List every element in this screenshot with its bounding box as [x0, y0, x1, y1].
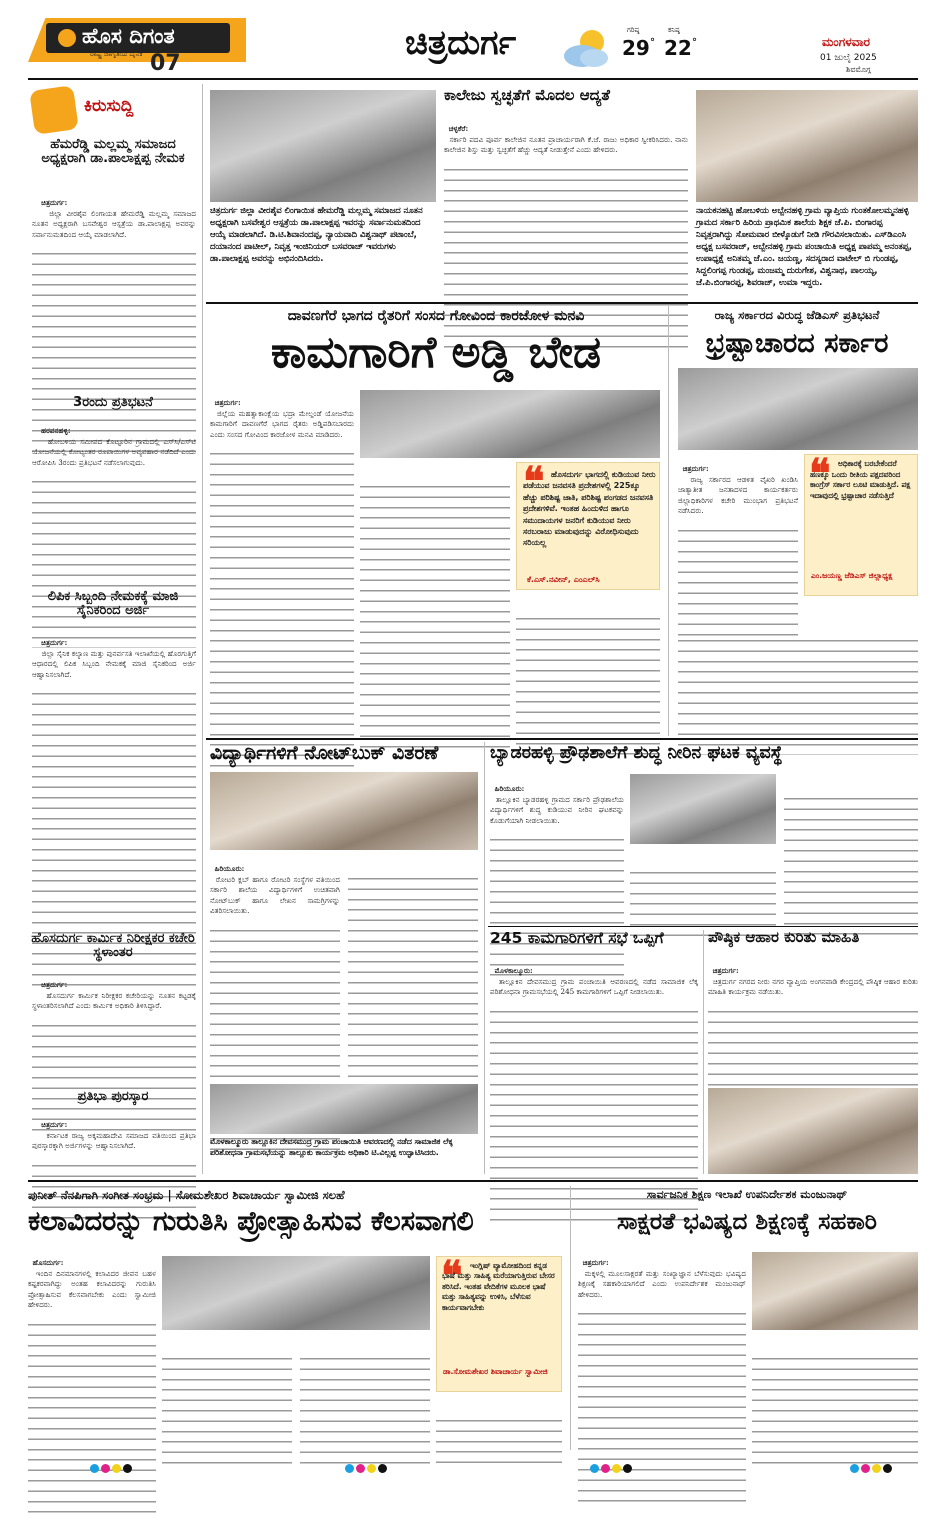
weather-max-unit: °: [650, 37, 655, 48]
weather-max-value: 29: [622, 36, 650, 60]
nutrition-dateline: ಚಿತ್ರದುರ್ಗ:: [712, 966, 739, 976]
brief-4-text: ಹೊಸದುರ್ಗ ಕಾರ್ಮಿಕ ನಿರೀಕ್ಷಕರ ಕಚೇರಿಯನ್ನು ನೂತನ ಕಟ್ಟಡಕ್ಕೆ ಸ್ಥಳಾಂತರಿಸಲಾಗಿದೆ ಎಂದು ಕಾರ್ಮಿಕ ಅಧಿಕಾರಿ ತಿಳಿಸಿದ್ದಾರೆ.: [32, 990, 199, 1011]
brief-1-text: ಜಿಲ್ಲಾ ವೀರಶೈವ ಲಿಂಗಾಯತ ಹೇಮರೆಡ್ಡಿ ಮಲ್ಲಮ್ಮ ಸಮಾಜದ ನೂತನ ಅಧ್ಯಕ್ಷರಾಗಿ ಬಸವೇಶ್ವರ ಆಸ್ಪತ್ರೆಯ ಡಾ.ಪಾಲಾಕ್ಷಪ್ಪ ಅವರನ್ನು ಸರ್ವಾನುಮತದಿಂದ ಆಯ್ಕೆ ಮಾಡಲಾಗಿದೆ.: [32, 208, 199, 239]
weather-min-unit: °: [692, 37, 697, 48]
logo-text: ಹೊಸ ದಿಗಂತ: [82, 24, 175, 48]
sidebar-divider: [202, 84, 203, 1174]
college-dateline: ಚಳ್ಳಕೆರೆ:: [448, 124, 469, 134]
music-quote-icon: ❝: [441, 1252, 463, 1299]
lead-quote-icon: ❝: [523, 458, 545, 505]
lead-body-col2: [360, 462, 510, 734]
reg-dot-cyan: [590, 1464, 599, 1473]
water-headline: ಬ್ಯಾಡರಹಳ್ಳಿ ಪ್ರೌಢಶಾಲೆಗೆ ಶುದ್ಧ ನೀರಿನ ಘಟಕ ವ್ಯವಸ್ಥೆ: [490, 743, 783, 763]
registration-marks-mid: [345, 1458, 405, 1470]
right-top-photo: [696, 90, 918, 202]
nutrition-photo: [708, 1088, 918, 1174]
jds-dateline: ಚಿತ್ರದುರ್ಗ:: [682, 464, 709, 474]
water-body-col2: [630, 848, 776, 922]
brief-2-body: [32, 416, 199, 586]
mid-rule: [206, 738, 918, 740]
reg-dot-cyan: [345, 1464, 354, 1473]
right-top-caption: ನಾಯಕನಹಟ್ಟಿ ಹೋಬಳಿಯ ಅಬ್ಬೇನಹಳ್ಳಿ ಗ್ರಾಮ ವ್ಯಾಪ್ತಿಯ ಗುಂತಕೋಲಮ್ಮನಹಳ್ಳಿ ಗ್ರಾಮದ ಸರ್ಕಾರಿ ಹಿರಿಯ ಪ್ರಾಥಮಿಕ ಶಾಲೆಯ ಶಿಕ್ಷಕ ಜೆ.ಪಿ. ಬಿಂಗಾರಪ್ಪ ನಿವೃತ್ತರಾಗಿದ್ದು ಸೋಮವಾರ ಬೀಳ್ಕೊಡುಗೆ ನೀಡಿ ಗೌರವಿಸಲಾಯಿತು. ಎಸ್‌ಡಿಎಂಸಿ ಅಧ್ಯಕ್ಷ ಬಸವರಾಜ್, ಅಬ್ಬೇನಹಳ್ಳಿ ಗ್ರಾಮ ಪಂಚಾಯಿತಿ ಅಧ್ಯಕ್ಷ ಪಾಪಮ್ಮ ಅನಂತಪ್ಪ, ಉಪಾಧ್ಯಕ್ಷೆ ಅನಿತಮ್ಮ ಜೆ.ಎಂ. ಜಯಣ್ಣ, ಸದಸ್ಯರಾದ ವಾಟೇಲ್ ಬಿ ಗುಂಡಪ್ಪ, ಸಿದ್ದಲಿಂಗಪ್ಪ ಗುಂಡಪ್ಪ, ಮಂಜಮ್ಮ ದುರುಗೇಶ, ವಿಶ್ವನಾಥ, ಪಾಲಯ್ಯ, ಜೆ.ಪಿ.ಬಿಂಗಾರಪ್ಪ, ಶಿವರಾಜ್, ಉಮಾ ಇದ್ದರು.: [696, 205, 912, 287]
brief-3-text: ಜಿಲ್ಲಾ ಸೈನಿಕ ಕಲ್ಯಾಣ ಮತ್ತು ಪುನರ್ವಸತಿ ಇಲಾಖೆಯಲ್ಲಿ ಹೊರಗುತ್ತಿಗೆ ಆಧಾರದಲ್ಲಿ ಲಿಪಿಕ ಸಿಬ್ಬಂದಿ ನೇಮಕಕ್ಕೆ ಮಾಜಿ ಸೈನಿಕರಿಂದ ಅರ್ಜಿ ಆಹ್ವಾನಿಸಲಾಗಿದೆ.: [32, 648, 199, 679]
lead-kicker: ದಾವಣಗೆರೆ ಭಾಗದ ರೈತರಿಗೆ ಸಂಸದ ಗೋವಿಂದ ಕಾರಜೋಳ ಮನವಿ: [287, 308, 585, 324]
notebook-dateline: ಹಿರಿಯೂರು:: [214, 864, 245, 874]
registration-marks-right: [850, 1458, 910, 1470]
reg-dot-magenta: [101, 1464, 110, 1473]
reg-dot-yellow: [112, 1464, 121, 1473]
registration-marks-left: [90, 1458, 150, 1470]
jds-body-col1: [678, 454, 801, 612]
lead-quote-box: [516, 458, 660, 590]
literacy-text: ಮಕ್ಕಳಲ್ಲಿ ಮೂಲಸಾಕ್ಷರತೆ ಮತ್ತು ಸಂಖ್ಯಾಜ್ಞಾನ ಬೆಳೆಸುವುದು ಭವಿಷ್ಯದ ಶಿಕ್ಷಣಕ್ಕೆ ಸಹಕಾರಿಯಾಗಲಿದೆ ಎಂದು ಉಪನಿರ್ದೇಶಕ ಮಂಜುನಾಥ್ ಹೇಳಿದರು.: [578, 1268, 749, 1299]
water-dateline: ಹಿರಿಯೂರು:: [494, 784, 525, 794]
literacy-body-col2: [752, 1334, 918, 1448]
logo-emblem-icon: [58, 29, 76, 47]
music-photo: [162, 1256, 430, 1330]
issue-day: ಮಂಗಳವಾರ: [822, 35, 871, 49]
lead-divider: [668, 306, 669, 736]
notebook-photo: [210, 772, 478, 850]
music-kicker: ಪುನೀತ್ ನೆನಪಿಗಾಗಿ ಸಂಗೀತ ಸಂಭ್ರಮ | ಸೋಮಶೇಖರ ಶಿವಾಚಾರ್ಯ ಸ್ವಾಮೀಜಿ ಸಲಹೆ: [28, 1188, 345, 1202]
masthead-rule: [28, 78, 918, 80]
college-text: ಸರ್ಕಾರಿ ಪದವಿ ಪೂರ್ವ ಕಾಲೇಜಿನ ನೂತನ ಪ್ರಾಚಾರ್ಯರಾಗಿ ಕೆ.ಜೆ. ರಾಜು ಅಧಿಕಾರ ಸ್ವೀಕರಿಸಿದರು. ನಾನು ಕಾಲೇಜಿನ ಶಿಸ್ತು ಮತ್ತು ಸ್ವಚ್ಛತೆಗೆ ಹೆಚ್ಚು ಆದ್ಯತೆ ನೀಡುತ್ತೇನೆ ಎಂದು ಹೇಳಿದರು.: [444, 134, 691, 155]
notebook-text: ರೋಟರಿ ಕ್ಲಬ್ ಹಾಗೂ ರೋಟರಿ ಸಂಸ್ಥೆಗಳ ವತಿಯಿಂದ ಸರ್ಕಾರಿ ಶಾಲೆಯ ವಿದ್ಯಾರ್ಥಿಗಳಿಗೆ ಉಚಿತವಾಗಿ ನೋಟ್‌ಬುಕ್ ಹಾಗೂ ಲೇಖನ ಸಾಮಗ್ರಿಗಳನ್ನು ವಿತರಿಸಲಾಯಿತು.: [210, 874, 343, 916]
top-photo-caption: ಚಿತ್ರದುರ್ಗ ಜಿಲ್ಲಾ ವೀರಶೈವ ಲಿಂಗಾಯಿತ ಹೇಮರೆಡ್ಡಿ ಮಲ್ಲಮ್ಮ ಸಮಾಜದ ನೂತನ ಅಧ್ಯಕ್ಷರಾಗಿ ಬಸವೇಶ್ವರ ಆಸ್ಪತ್ರೆಯ ಡಾ.ಪಾಲಾಕ್ಷಪ್ಪ ಇವರನ್ನು ಸರ್ವಾನುಮತದಿಂದ ಆಯ್ಕೆ ಮಾಡಲಾಗಿದೆ. ಡಿ.ಟಿ.ಶಿವಾನಂದಪ್ಪ, ನ್ಯಾಯವಾದಿ ವಿಶ್ವನಾಥ್ ಪಟಾಂಬೆ, ದಯಾನಂದ ಪಾಟೀಲ್, ನಿವೃತ್ತ ಇಂಜಿನಿಯರ್ ಬಸವರಾಜ್ ಇವರುಗಳು ಡಾ.ಪಾಲಾಕ್ಷಪ್ಪ ಅವರನ್ನು ಅಭಿನಂದಿಸಿದರು.: [210, 205, 423, 263]
notebook-body-col2: [348, 854, 478, 1080]
music-body-col2: [162, 1334, 292, 1448]
water-body-col1: [490, 774, 627, 922]
brief-5-text: ಕರ್ನಾಟಕ ರಾಜ್ಯ ಅಕ್ಕಮಹಾದೇವಿ ಸಮಾಜದ ವತಿಯಿಂದ ಪ್ರತಿಭಾ ಪುರಸ್ಕಾರಕ್ಕಾಗಿ ಅರ್ಜಿಗಳನ್ನು ಆಹ್ವಾನಿಸಲಾಗಿದೆ.: [32, 1130, 199, 1151]
nutrition-body: [708, 956, 921, 1084]
reg-dot-yellow: [367, 1464, 376, 1473]
top-photo: [210, 90, 436, 202]
jds-kicker: ರಾಜ್ಯ ಸರ್ಕಾರದ ವಿರುದ್ಧ ಜೆಡಿಎಸ್ ಪ್ರತಿಭಟನೆ: [714, 308, 880, 322]
works-dateline: ಮೊಳಕಾಲ್ಮೂರು:: [494, 966, 533, 976]
brief-4-body: [32, 970, 199, 1086]
issue-city: ಶಿವಮೊಗ್ಗ: [846, 65, 871, 74]
brief-3-headline: ಲಿಪಿಕ ಸಿಬ್ಬಂದಿ ನೇಮಕಕ್ಕೆ ಮಾಜಿ ಸೈನಿಕರಿಂದ ಅರ್ಜಿ: [47, 589, 179, 618]
college-headline: ಕಾಲೇಜು ಸ್ವಚ್ಛತೆಗೆ ಮೊದಲ ಆದ್ಯತೆ: [444, 86, 610, 104]
music-quote-author: ಡಾ.ಸೋಮಶೇಖರ ಶಿವಾಚಾರ್ಯ ಸ್ವಾಮೀಜಿ: [443, 1367, 548, 1376]
village-photo: [210, 1084, 478, 1134]
nutrition-text: ಚಿತ್ರದುರ್ಗ ನಗರದ ನೀರು ನಗರ ವ್ಯಾಪ್ತಿಯ ಅಂಗನವಾಡಿ ಕೇಂದ್ರದಲ್ಲಿ ಪೌಷ್ಠಿಕ ಆಹಾರ ಕುರಿತು ಮಾಹಿತಿ ಕಾರ್ಯಕ್ರಮ ನಡೆಯಿತು.: [708, 976, 921, 997]
works-divider: [703, 930, 704, 1174]
brief-5-headline: ಪ್ರತಿಭಾ ಪುರಸ್ಕಾರ: [77, 1089, 149, 1104]
brief-3-dateline: ಚಿತ್ರದುರ್ಗ:: [41, 638, 68, 648]
brief-1-body: [32, 188, 199, 394]
lead-headline: ಕಾಮಗಾರಿಗೆ ಅಡ್ಡಿ ಬೇಡ: [270, 327, 602, 378]
weather-max-label: ಗರಿಷ್ಠ: [627, 26, 640, 34]
brief-4-headline: ಹೊಸದುರ್ಗ ಕಾರ್ಮಿಕ ನಿರೀಕ್ಷಕರ ಕಚೇರಿ ಸ್ಥಳಾಂತರ: [31, 931, 195, 960]
reg-dot-yellow: [612, 1464, 621, 1473]
sidebar-briefs: [28, 84, 198, 1174]
reg-dot-yellow: [872, 1464, 881, 1473]
jds-quote-box: [804, 450, 918, 596]
water-photo: [630, 774, 776, 844]
masthead: [0, 0, 945, 80]
water-body-col3: [784, 774, 918, 922]
reg-dot-cyan: [90, 1464, 99, 1473]
brief-1-headline: ಹೆಮರೆಡ್ಡಿ ಮಲ್ಲಮ್ಮ ಸಮಾಜದ ಅಧ್ಯಕ್ಷರಾಗಿ ಡಾ.ಪಾಲಾಕ್ಷಪ್ಪ ನೇಮಕ: [41, 137, 185, 166]
works-headline: 245 ಕಾಮಗಾರಿಗಳಿಗೆ ಸಭೆ ಒಪ್ಪಿಗೆ: [490, 929, 664, 947]
partly-cloudy-icon: [560, 26, 614, 70]
jds-headline: ಭ್ರಷ್ಟಾಚಾರದ ಸರ್ಕಾರ: [705, 328, 889, 359]
music-quote-box: [436, 1252, 562, 1392]
lead-body-col1: [210, 388, 357, 734]
music-divider: [570, 1186, 571, 1450]
literacy-headline: ಸಾಕ್ಷರತೆ ಭವಿಷ್ಯದ ಶಿಕ್ಷಣಕ್ಕೆ ಸಹಕಾರಿ: [617, 1209, 877, 1235]
college-body: [444, 114, 691, 300]
district-name: ಚಿತ್ರದುರ್ಗ: [405, 23, 517, 63]
village-caption: ಮೊಳಕಾಲ್ಮೂರು ತಾಲ್ಲೂಕಿನ ದೇವಸಮುದ್ರ ಗ್ರಾಮ ಪಂಚಾಯಿತಿ ಆವರಣದಲ್ಲಿ ನಡೆದ ಸಾಮಾಜಿಕ ಲೆಕ್ಕ ಪರಿಶೋಧನಾ ಗ್ರಾಮಸಭೆಯನ್ನು ತಾಲ್ಲೂಕು ಕಾರ್ಯಕ್ರಮ ಅಧಿಕಾರಿ ಟಿ.ವಿಲ್ಲಪ್ಪ ಉದ್ಘಾಟಿಸಿದರು.: [210, 1137, 453, 1157]
brief-5-body: [32, 1110, 199, 1172]
literacy-body-col1: [578, 1248, 749, 1448]
brief-2-headline: 3ರಂದು ಪ್ರತಿಭಟನೆ: [73, 395, 153, 410]
brief-2-dateline: ಹರಪನಹಳ್ಳಿ:: [41, 426, 71, 436]
jds-photo: [678, 368, 918, 450]
music-headline: ಕಲಾವಿದರನ್ನು ಗುರುತಿಸಿ ಪ್ರೋತ್ಸಾಹಿಸುವ ಕೆಲಸವಾಗಲಿ: [28, 1206, 474, 1237]
water-rule: [488, 926, 918, 927]
jds-quote-text: ಅಧಿಕಾರಕ್ಕೆ ಬರಬೇಕೆಂದರೆ ಹಣಕ್ಕೂ ಒಂದು ರೀತಿಯ ಪಕ್ಷದವರಿಂದ ಕಾಂಗ್ರೆಸ್ ಸರ್ಕಾರ ಲೂಟಿ ಮಾಡುತ್ತಿದೆ. ಪಕ್ಷ ಇದಾವುದಲ್ಲಿ ಭ್ರಷ್ಟಾಚಾರ ನಡೆಸುತ್ತಿದೆ: [810, 459, 911, 500]
music-body-col4: [436, 1396, 562, 1448]
reg-dot-cyan: [850, 1464, 859, 1473]
reg-dot-black: [623, 1464, 632, 1473]
brief-4-dateline: ಚಿತ್ರದುರ್ಗ:: [41, 980, 68, 990]
issue-date: 01 ಜುಲೈ 2025: [820, 53, 877, 63]
jds-quote-icon: ❝: [809, 450, 831, 497]
registration-marks-center: [590, 1458, 650, 1470]
lead-quote-author: ಕೆ.ಎಸ್.ನವೀನ್, ಎಂಎಲ್‌ಸಿ: [527, 575, 600, 584]
reg-dot-black: [378, 1464, 387, 1473]
brief-3-body: [32, 628, 199, 928]
jds-text: ರಾಜ್ಯ ಸರ್ಕಾರದ ಆಡಳಿತ ವೈಖರಿ ಖಂಡಿಸಿ ಜಾತ್ಯಾತೀತ ಜನತಾದಳದ ಕಾರ್ಯಕರ್ತರು ಜಿಲ್ಲಾಧಿಕಾರಿಗಳ ಕಚೇರಿ ಮುಂಭಾಗ ಪ್ರತಿಭಟನೆ ನಡೆಸಿದರು.: [678, 474, 801, 516]
notebook-body-col1: [210, 854, 343, 1080]
jds-body-col2: [678, 616, 918, 734]
reg-dot-magenta: [601, 1464, 610, 1473]
nutrition-headline: ಪೌಷ್ಠಿಕ ಆಹಾರ ಕುರಿತು ಮಾಹಿತಿ: [708, 928, 860, 946]
weather-min-label: ಕನಿಷ್ಠ: [668, 26, 680, 34]
lead-photo: [360, 390, 660, 458]
brief-2-text: ಹೋಬಳಿಯ ಸಮೀಪದ ಕೊಟ್ಟೂರಿನ ಗ್ರಾಮದಲ್ಲಿ ಎಸ್‌ಸಿ/ಎಸ್‌ಟಿ ಯೋಜನೆಯಲ್ಲಿ ಕೋಟ್ಯಂತರ ರೂಪಾಯಿಗಳ ಅವ್ಯವಹಾರ ನಡೆದಿದೆ ಎಂದು ಆರೋಪಿಸಿ 3ರಂದು ಪ್ರತಿಭಟನೆ ನಡೆಸಲಾಗುವುದು.: [32, 436, 199, 467]
music-body-col1: [28, 1248, 159, 1448]
music-body-col3: [300, 1334, 430, 1448]
literacy-kicker: ಸಾರ್ವಜನಿಕ ಶಿಕ್ಷಣ ಇಲಾಖೆ ಉಪನಿರ್ದೇಶಕ ಮಂಜುನಾಥ್: [646, 1188, 848, 1201]
literacy-photo: [752, 1252, 918, 1330]
lead-body-col3: [516, 594, 660, 734]
notebook-headline: ವಿದ್ಯಾರ್ಥಿಗಳಿಗೆ ನೋಟ್‌ಬುಕ್ ವಿತರಣೆ: [210, 742, 439, 764]
reg-dot-black: [123, 1464, 132, 1473]
jds-quote-author: ಎಂ.ಜಯಣ್ಣ ಜೆಡಿಎಸ್ ಜಿಲ್ಲಾಧ್ಯಕ್ಷ: [811, 571, 893, 580]
literacy-dateline: ಚಿತ್ರದುರ್ಗ:: [582, 1258, 609, 1268]
briefs-header-label: ಕಿರುಸುದ್ದಿ: [84, 96, 134, 116]
water-text: ತಾಲ್ಲೂಕಿನ ಬ್ಯಾಡರಹಳ್ಳಿ ಗ್ರಾಮದ ಸರ್ಕಾರಿ ಪ್ರೌಢಶಾಲೆಯ ವಿದ್ಯಾರ್ಥಿಗಳಿಗೆ ಶುದ್ಧ ಕುಡಿಯುವ ನೀರಿನ ಘಟಕವನ್ನು ಕೊಡುಗೆಯಾಗಿ ನೀಡಲಾಯಿತು.: [490, 794, 627, 825]
reg-dot-black: [883, 1464, 892, 1473]
reg-dot-magenta: [861, 1464, 870, 1473]
bottom-section-rule: [28, 1180, 918, 1182]
lead-quote-text: ಹೊಸದುರ್ಗ ಭಾಗದಲ್ಲಿ ಕುಡಿಯುವ ನೀರು ಪಡೆಯುವ ಜನವಸತಿ ಪ್ರದೇಶಗಳಲ್ಲಿ 225ಕ್ಕೂ ಹೆಚ್ಚು ಪರಿಶಿಷ್ಟ ಜಾತಿ, ಪರಿಶಿಷ್ಟ ಪಂಗಡದ ಜನವಸತಿ ಪ್ರದೇಶಗಳಿವೆ. ಇಂತಹ ಹಿಂದುಳಿದ ಹಾಗೂ ಸಮುದಾಯಗಳ ಜನರಿಗೆ ಕುಡಿಯುವ ನೀರು ಸರಬರಾಜು ಮಾಡುವುದನ್ನು ವಿರೋಧಿಸುವುದು ಸರಿಯಲ್ಲ: [523, 470, 656, 548]
music-dateline: ಹೊಸದುರ್ಗ:: [32, 1258, 64, 1268]
notebook-divider: [484, 742, 485, 1174]
page-number: 07: [150, 51, 181, 76]
reg-dot-magenta: [356, 1464, 365, 1473]
lead-text: ಜಿಲ್ಲೆಯ ಮಹತ್ವಾಕಾಂಕ್ಷೆಯ ಭದ್ರಾ ಮೇಲ್ದಂಡೆ ಯೋಜನೆಯ ಕಾಮಗಾರಿಗೆ ದಾವಣಗೆರೆ ಭಾಗದ ರೈತರು ಅಡ್ಡಿಪಡಿಸಬಾರದು ಎಂದು ಸಂಸದ ಗೋವಿಂದ ಕಾರಜೋಳ ಮನವಿ ಮಾಡಿದರು.: [210, 408, 357, 439]
briefs-header: [28, 84, 198, 136]
works-text: ತಾಲ್ಲೂಕಿನ ದೇವಸಮುದ್ರ ಗ್ರಾಮ ಪಂಚಾಯಿತಿ ಆವರಣದಲ್ಲಿ ನಡೆದ ಸಾಮಾಜಿಕ ಲೆಕ್ಕ ಪರಿಶೋಧನಾ ಗ್ರಾಮಸಭೆಯಲ್ಲಿ 245 ಕಾಮಗಾರಿಗಳಿಗೆ ಒಪ್ಪಿಗೆ ನೀಡಲಾಯಿತು.: [490, 976, 701, 997]
music-quote-text: ಇಂಗ್ಲಿಷ್ ವ್ಯಾಮೋಹದಿಂದ ಕನ್ನಡ ಭಾಷೆ ಮತ್ತು ಸಾಹಿತ್ಯ ಮರೆಯಾಗುತ್ತಿರುವ ಬೇಸರ ತರಿಸಿದೆ. ಇಂತಹ ವೇದಿಕೆಗಳ ಮೂಲಕ ಭಾಷೆ ಮತ್ತು ಸಾಹಿತ್ಯವನ್ನು ಉಳಿಸಿ, ಬೆಳೆಸುವ ಕಾರ್ಯವಾಗಬೇಕು: [442, 1261, 555, 1312]
weather-min-value: 22: [664, 36, 692, 60]
brief-1-dateline: ಚಿತ್ರದುರ್ಗ:: [41, 198, 68, 208]
music-text: ಇಂದಿನ ದಿನಮಾನಗಳಲ್ಲಿ ಕಲಾವಿದರ ಜೀವನ ಬಹಳ ಕಷ್ಟಕರವಾಗಿದ್ದು ಅಂತಹ ಕಲಾವಿದರನ್ನು ಗುರುತಿಸಿ ಪ್ರೋತ್ಸಾಹಿಸುವ ಕೆಲಸವಾಗಬೇಕು ಎಂದು ಸ್ವಾಮೀಜಿ ಹೇಳಿದರು.: [28, 1268, 159, 1310]
brief-5-dateline: ಚಿತ್ರದುರ್ಗ:: [41, 1120, 68, 1130]
logo-tagline: ರಾಷ್ಟ್ರ ಜಾಗೃತಿಯ ದೈನಿಕ: [90, 50, 143, 58]
works-body: [490, 956, 701, 1174]
top-row-rule: [206, 302, 918, 304]
briefs-hand-icon: [29, 85, 79, 135]
lead-dateline: ಚಿತ್ರದುರ್ಗ:: [214, 398, 241, 408]
